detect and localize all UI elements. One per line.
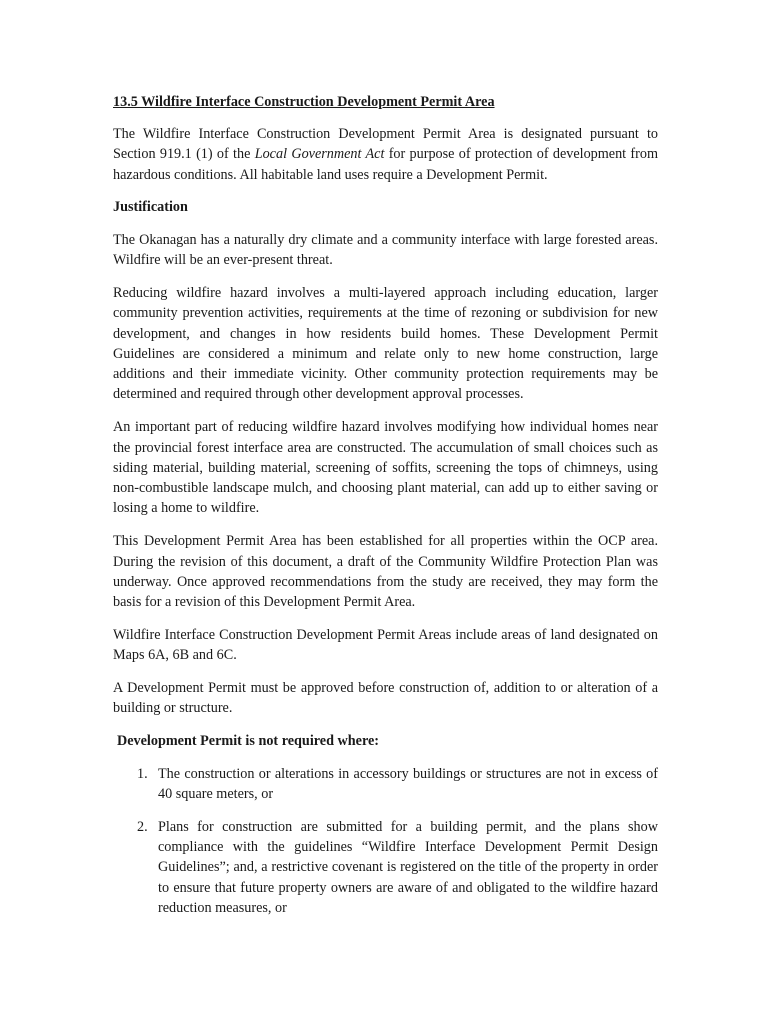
list-item xyxy=(113,817,658,918)
exemptions-heading: Development Permit is not required where: xyxy=(117,733,380,750)
list-item-number: 1. xyxy=(137,765,148,782)
paragraph-maps: Wildfire Interface Construction Development Permit Areas include areas of land designated on Maps 6A, 6B and 6C. xyxy=(113,626,658,664)
paragraph-ocp-area: This Development Permit Area has been established for all properties within the OCP area. During the revision of this document, a draft of the Community Wildfire Protection Plan was underway. Once approved recommendations from the study are received, they may form the basis for a revision of this Development Permit Area. xyxy=(113,533,658,611)
exemptions-list xyxy=(113,764,658,919)
list-item-text: The construction or alterations in accessory buildings or structures are not in excess of 40 square meters, or xyxy=(158,765,658,802)
intro-paragraph xyxy=(113,124,658,185)
list-item xyxy=(113,764,658,805)
intro-text-part2: for purpose of protection of development from hazardous conditions. All habitable land uses require a Development Permit. xyxy=(113,146,659,183)
paragraph-home-construction: An important part of reducing wildfire hazard involves modifying how individual homes near the provincial forest interface area are constructed. The accumulation of small choices such as siding material, building material, screening of soffits, screening the tops of chimneys, using non-combustible landscape mulch, and choosing plant material, can add up to either saving or losing a home to wildfire. xyxy=(113,419,658,517)
paragraph-permit-required: A Development Permit must be approved before construction of, addition to or alteration of a building or structure. xyxy=(113,680,658,717)
list-item-number: 2. xyxy=(137,818,148,835)
paragraph-hazard-approach: Reducing wildfire hazard involves a multi-layered approach including education, larger community prevention activities, requirements at the time of rezoning or subdivision for new development, and changes in how residents build homes. These Development Permit Guidelines are considered a minimum and relate only to new home construction, large additions and their immediate vicinity. Other community protection requirements may be determined and required through other development approval processes. xyxy=(113,284,658,403)
act-name: Local Government Act xyxy=(254,146,385,163)
list-item-text: Plans for construction are submitted for a building permit, and the plans show compliance with the guidelines “Wildfire Interface Development Permit Design Guidelines”; and, a restrictive covenant is registered on the title of the property in order to ensure that future property owners are aware of and obligated to the wildfire hazard reduction measures, or xyxy=(158,818,658,916)
intro-text-part1: The Wildfire Interface Construction Development Permit Area is designated pursuant to Section 919.1 (1) of the xyxy=(113,126,658,163)
document-page xyxy=(113,92,658,931)
paragraph-climate: The Okanagan has a naturally dry climate and a community interface with large forested areas. Wildfire will be an ever-present threat. xyxy=(113,231,658,269)
section-title: 13.5 Wildfire Interface Construction Development Permit Area xyxy=(113,94,495,110)
justification-heading: Justification xyxy=(113,199,188,216)
